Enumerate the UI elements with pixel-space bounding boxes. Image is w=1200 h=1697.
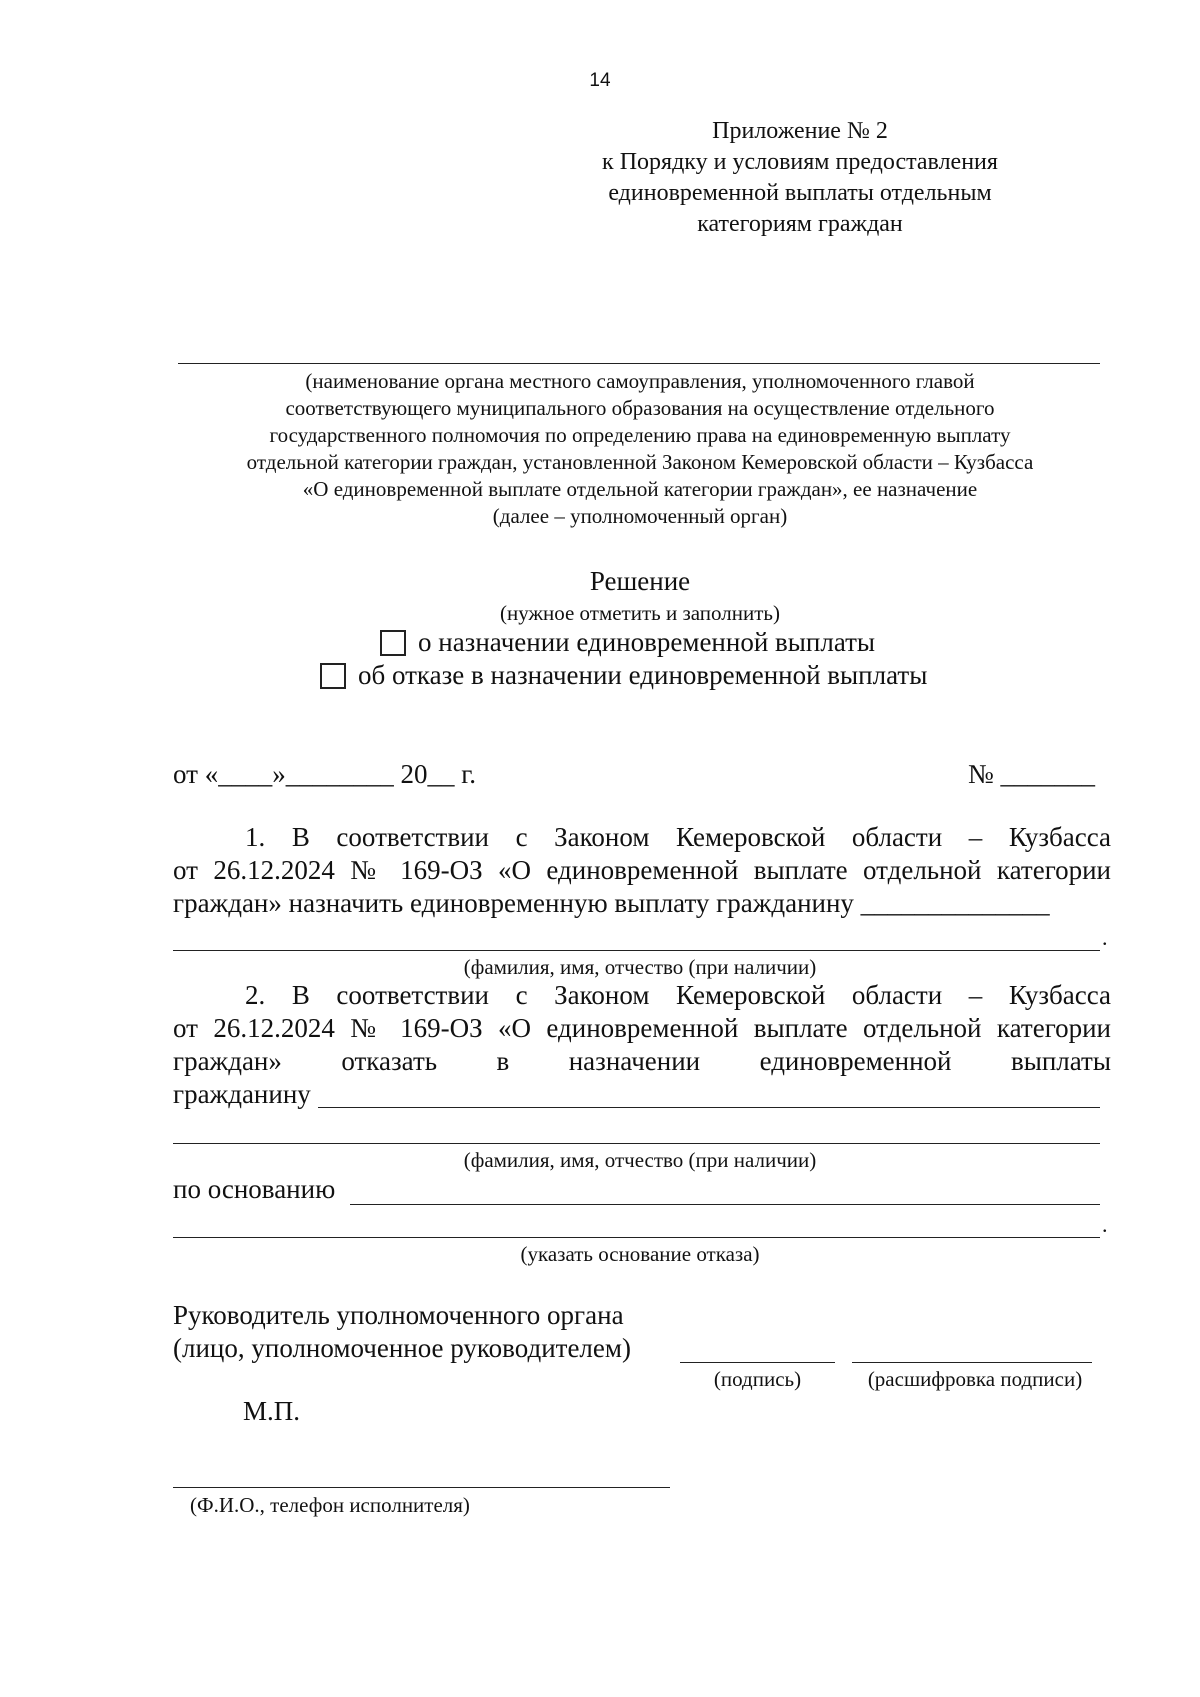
basis-line-1[interactable] (350, 1204, 1100, 1205)
head-title-line-2: (лицо, уполномоченное руководителем) (173, 1333, 631, 1363)
p1-line-end-period: . (1102, 925, 1108, 950)
authority-caption-3: государственного полномочия по определению права на единовременную выплату (269, 423, 1011, 447)
p2-line-2: от 26.12.2024 № 169-ОЗ «О единовременной выплате отдельной категории (173, 1013, 1111, 1043)
option-refuse-checkbox[interactable] (320, 663, 346, 689)
signature-decode-caption: (расшифровка подписи) (867, 1367, 1083, 1391)
appendix-title: Приложение № 2 (712, 118, 888, 144)
head-title-line-1: Руководитель уполномоченного органа (173, 1300, 624, 1330)
p2-citizen-name-line-1[interactable] (318, 1107, 1100, 1108)
page-number: 14 (589, 70, 611, 91)
signature-caption: (подпись) (713, 1367, 802, 1391)
p2-name-caption: (фамилия, имя, отчество (при наличии) (463, 1148, 817, 1172)
decision-title: Решение (589, 566, 691, 596)
p1-line-2: от 26.12.2024 № 169-ОЗ «О единовременной выплате отдельной категории (173, 855, 1111, 885)
executor-line[interactable] (173, 1487, 670, 1488)
authority-caption-1: (наименование органа местного самоуправления, уполномоченного главой (305, 369, 975, 393)
appendix-line-1: к Порядку и условиям предоставления (602, 149, 998, 175)
basis-line-2[interactable] (173, 1237, 1100, 1238)
p1-line-3: граждан» назначить единовременную выплату гражданину ______________ (173, 888, 1050, 918)
stamp-place: М.П. (243, 1396, 301, 1426)
basis-caption: (указать основание отказа) (520, 1242, 760, 1266)
signature-decode-line[interactable] (852, 1362, 1092, 1363)
p2-line-4: гражданину (173, 1079, 311, 1109)
decision-number-field[interactable]: № _______ (968, 759, 1096, 789)
appendix-line-2: единовременной выплаты отдельным (608, 180, 992, 206)
option-assign-label: о назначении единовременной выплаты (418, 627, 876, 657)
decision-hint: (нужное отметить и заполнить) (500, 601, 780, 625)
p1-line-1: 1. В соответствии с Законом Кемеровской области – Кузбасса (245, 822, 1111, 852)
basis-line-end-period: . (1102, 1212, 1108, 1237)
authority-caption-2: соответствующего муниципального образования на осуществление отдельного (285, 396, 995, 420)
p2-citizen-name-line-2[interactable] (173, 1143, 1100, 1144)
decision-date-field[interactable]: от «____»________ 20__ г. (173, 759, 476, 789)
p2-line-1: 2. В соответствии с Законом Кемеровской области – Кузбасса (245, 980, 1111, 1010)
p2-line-3: граждан» отказать в назначении единовременной выплаты (173, 1046, 1111, 1076)
signature-line[interactable] (680, 1362, 835, 1363)
option-refuse-label: об отказе в назначении единовременной выплаты (358, 660, 928, 690)
p1-citizen-name-line[interactable] (173, 950, 1100, 951)
executor-caption: (Ф.И.О., телефон исполнителя) (190, 1493, 470, 1517)
authority-caption-6: (далее – уполномоченный орган) (492, 504, 788, 528)
authority-caption-4: отдельной категории граждан, установленной Законом Кемеровской области – Кузбасса (246, 450, 1034, 474)
basis-label: по основанию (173, 1174, 336, 1204)
option-assign-checkbox[interactable] (380, 630, 406, 656)
authority-name-line (178, 363, 1100, 364)
p1-name-caption: (фамилия, имя, отчество (при наличии) (463, 955, 817, 979)
appendix-line-3: категориям граждан (697, 211, 903, 237)
authority-caption-5: «О единовременной выплате отдельной категории граждан», ее назначение (302, 477, 978, 501)
